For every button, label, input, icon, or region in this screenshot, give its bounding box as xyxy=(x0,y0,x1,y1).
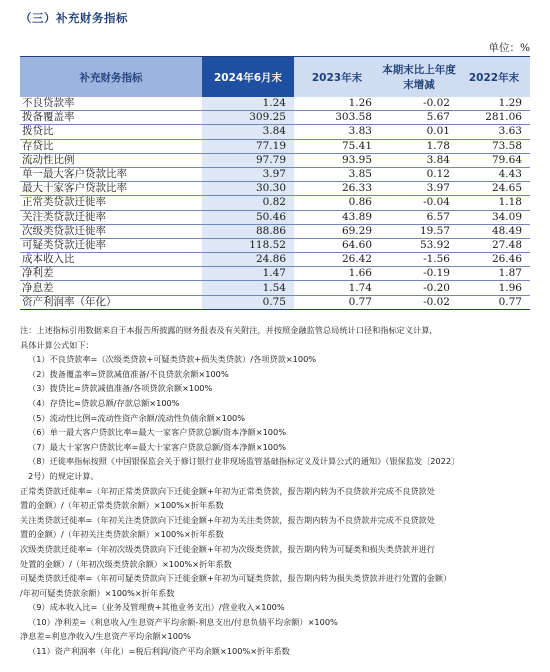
table-row xyxy=(20,182,530,196)
value-2024-jun: 77.19 xyxy=(202,139,294,153)
value-change: 1.78 xyxy=(380,139,458,153)
financial-indicators-table xyxy=(20,56,530,310)
section-title: （三）补充财务指标 xyxy=(20,11,128,25)
value-change: -0.19 xyxy=(380,267,458,281)
value-2022: 281.06 xyxy=(458,111,530,125)
header-2023: 2023年末 xyxy=(294,57,380,98)
note-line: 关注类贷款迁徙率=（年初关注类贷款向下迁徙金额+年初为关注类贷款，报告期内转为不良贷款并完成不良贷款处 xyxy=(20,514,435,525)
value-2023: 1.74 xyxy=(294,281,380,295)
note-line: （10）净利差=（利息收入/生息资产平均余额-利息支出/付息负债平均余额）×100% xyxy=(28,616,338,627)
value-2023: 1.66 xyxy=(294,267,380,281)
value-2022: 34.09 xyxy=(458,210,530,224)
value-change: 0.12 xyxy=(380,167,458,181)
value-change: 3.97 xyxy=(380,182,458,196)
note-line: （1）不良贷款率=（次级类贷款+可疑类贷款+损失类贷款）/各项贷款×100% xyxy=(28,354,317,365)
value-change: -0.02 xyxy=(380,97,458,111)
table-row xyxy=(20,224,530,238)
note-line: 可疑类贷款迁徙率=（年初可疑类贷款向下迁徙金额+年初为可疑类贷款，报告期内转为损失类贷款并进行处置的金额） xyxy=(20,573,452,584)
indicator-label: 最大十家客户贷款比率 xyxy=(20,182,202,196)
note-line: 正常类贷款迁徙率=（年初正常类贷款向下迁徙金额+年初为正常类贷款，报告期内转为不良贷款并完成不良贷款处 xyxy=(20,485,435,496)
value-2023: 0.86 xyxy=(294,196,380,210)
value-2022: 48.49 xyxy=(458,224,530,238)
value-2022: 73.58 xyxy=(458,139,530,153)
value-2024-jun: 0.82 xyxy=(202,196,294,210)
table-row xyxy=(20,267,530,281)
value-change: 53.92 xyxy=(380,238,458,252)
value-2022: 24.65 xyxy=(458,182,530,196)
indicator-label: 拨备覆盖率 xyxy=(20,111,202,125)
table-row xyxy=(20,153,530,167)
note-line: （4）存贷比=贷款总额/存款总额×100% xyxy=(28,397,180,408)
table-row xyxy=(20,196,530,210)
value-2024-jun: 1.47 xyxy=(202,267,294,281)
value-2024-jun: 24.86 xyxy=(202,253,294,267)
value-2023: 1.26 xyxy=(294,97,380,111)
value-2023: 3.83 xyxy=(294,125,380,139)
value-2022: 1.29 xyxy=(458,97,530,111)
value-2023: 26.42 xyxy=(294,253,380,267)
header-change: 本期末比上年度末增减 xyxy=(380,57,458,98)
value-2023: 43.89 xyxy=(294,210,380,224)
indicator-label: 单一最大客户贷款比率 xyxy=(20,167,202,181)
indicator-label: 关注类贷款迁徙率 xyxy=(20,210,202,224)
value-2023: 3.85 xyxy=(294,167,380,181)
table-header-row xyxy=(20,57,530,98)
value-2023: 93.95 xyxy=(294,153,380,167)
header-2024-jun: 2024年6月末 xyxy=(202,57,294,98)
note-line: （5）流动性比例=流动性资产余额/流动性负债余额×100% xyxy=(28,412,246,423)
indicator-label: 拨贷比 xyxy=(20,125,202,139)
value-change: -0.04 xyxy=(380,196,458,210)
value-2022: 0.77 xyxy=(458,295,530,309)
value-change: 5.67 xyxy=(380,111,458,125)
value-2022: 26.46 xyxy=(458,253,530,267)
note-line: 次级类贷款迁徙率=（年初次级类贷款向下迁徙金额+年初为次级类贷款，报告期内转为可疑类和损失类贷款并进行 xyxy=(20,543,435,554)
value-2024-jun: 0.75 xyxy=(202,295,294,309)
indicator-label: 正常类贷款迁徙率 xyxy=(20,196,202,210)
notes-section xyxy=(20,323,530,659)
table-row xyxy=(20,125,530,139)
table-row xyxy=(20,139,530,153)
header-2022: 2022年末 xyxy=(458,57,530,98)
value-2023: 64.60 xyxy=(294,238,380,252)
value-change: -0.20 xyxy=(380,281,458,295)
value-2024-jun: 309.25 xyxy=(202,111,294,125)
note-line: （7）最大十家客户贷款比率=最大十家客户贷款总额/资本净额×100% xyxy=(28,441,286,452)
note-line: 置的金额）/（年初关注类贷款余额）×100%×折年系数 xyxy=(20,529,224,540)
note-line: （2）拨备覆盖率=贷款减值准备/不良贷款余额×100% xyxy=(28,368,229,379)
value-2024-jun: 118.52 xyxy=(202,238,294,252)
value-change: -0.02 xyxy=(380,295,458,309)
value-2022: 1.87 xyxy=(458,267,530,281)
note-line: 2号）的规定计算。 xyxy=(28,470,99,481)
value-2022: 1.96 xyxy=(458,281,530,295)
table-row xyxy=(20,111,530,125)
note-line: 具体计算公式如下： xyxy=(20,339,94,350)
value-change: 6.57 xyxy=(380,210,458,224)
indicator-label: 净息差 xyxy=(20,281,202,295)
table-row xyxy=(20,281,530,295)
value-2024-jun: 1.54 xyxy=(202,281,294,295)
value-2022: 1.18 xyxy=(458,196,530,210)
indicator-label: 流动性比例 xyxy=(20,153,202,167)
indicator-label: 次级类贷款迁徙率 xyxy=(20,224,202,238)
value-2023: 303.58 xyxy=(294,111,380,125)
note-line: （3）拨贷比=贷款减值准备/各项贷款余额×100% xyxy=(28,383,213,394)
note-line: （8）迁徙率指标按照《中国银保监会关于修订银行业非现场监管基础指标定义及计算公式的通知》（银保监发〔2022〕 xyxy=(28,456,460,467)
value-change: -1.56 xyxy=(380,253,458,267)
indicator-label: 存贷比 xyxy=(20,139,202,153)
note-line: 净息差=利息净收入/生息资产平均余额×100% xyxy=(20,631,191,642)
value-change: 19.57 xyxy=(380,224,458,238)
table-row xyxy=(20,238,530,252)
indicator-label: 净利差 xyxy=(20,267,202,281)
note-line: /年初可疑类贷款余额）×100%×折年系数 xyxy=(20,587,175,598)
table-row xyxy=(20,253,530,267)
value-2022: 27.48 xyxy=(458,238,530,252)
table-row xyxy=(20,210,530,224)
note-line: （6）单一最大客户贷款比率=最大一家客户贷款总额/资本净额×100% xyxy=(28,427,286,438)
note-line: （9）成本收入比=（业务及管理费+其他业务支出）/营业收入×100% xyxy=(28,602,285,613)
value-2022: 4.43 xyxy=(458,167,530,181)
value-2024-jun: 3.84 xyxy=(202,125,294,139)
value-2024-jun: 88.86 xyxy=(202,224,294,238)
unit-label: 单位：% xyxy=(488,42,530,54)
table-body xyxy=(20,97,530,309)
note-line: （11）资产利润率（年化）=税后利润/资产平均余额×100%×折年系数 xyxy=(28,646,290,657)
table-row xyxy=(20,295,530,309)
note-line: 置的金额）/（年初正常类贷款余额）×100%×折年系数 xyxy=(20,500,224,511)
value-2022: 79.64 xyxy=(458,153,530,167)
indicator-label: 可疑类贷款迁徙率 xyxy=(20,238,202,252)
value-2022: 3.63 xyxy=(458,125,530,139)
value-2024-jun: 97.79 xyxy=(202,153,294,167)
table-row xyxy=(20,97,530,111)
value-change: 0.01 xyxy=(380,125,458,139)
value-2023: 75.41 xyxy=(294,139,380,153)
value-2024-jun: 3.97 xyxy=(202,167,294,181)
value-change: 3.84 xyxy=(380,153,458,167)
indicator-label: 资产利润率（年化） xyxy=(20,295,202,309)
value-2023: 69.29 xyxy=(294,224,380,238)
header-indicator: 补充财务指标 xyxy=(20,57,202,98)
value-2024-jun: 30.30 xyxy=(202,182,294,196)
value-2024-jun: 50.46 xyxy=(202,210,294,224)
value-2023: 0.77 xyxy=(294,295,380,309)
value-2023: 26.33 xyxy=(294,182,380,196)
value-2024-jun: 1.24 xyxy=(202,97,294,111)
table-row xyxy=(20,167,530,181)
note-line: 注：上述指标引用数据来自于本报告所披露的财务报表及有关附注，并按照金融监管总局统计口径和指标定义计算， xyxy=(20,325,438,335)
indicator-label: 成本收入比 xyxy=(20,253,202,267)
indicator-label: 不良贷款率 xyxy=(20,97,202,111)
note-line: 处置的金额）/（年初次级类贷款余额）×100%×折年系数 xyxy=(20,558,232,569)
